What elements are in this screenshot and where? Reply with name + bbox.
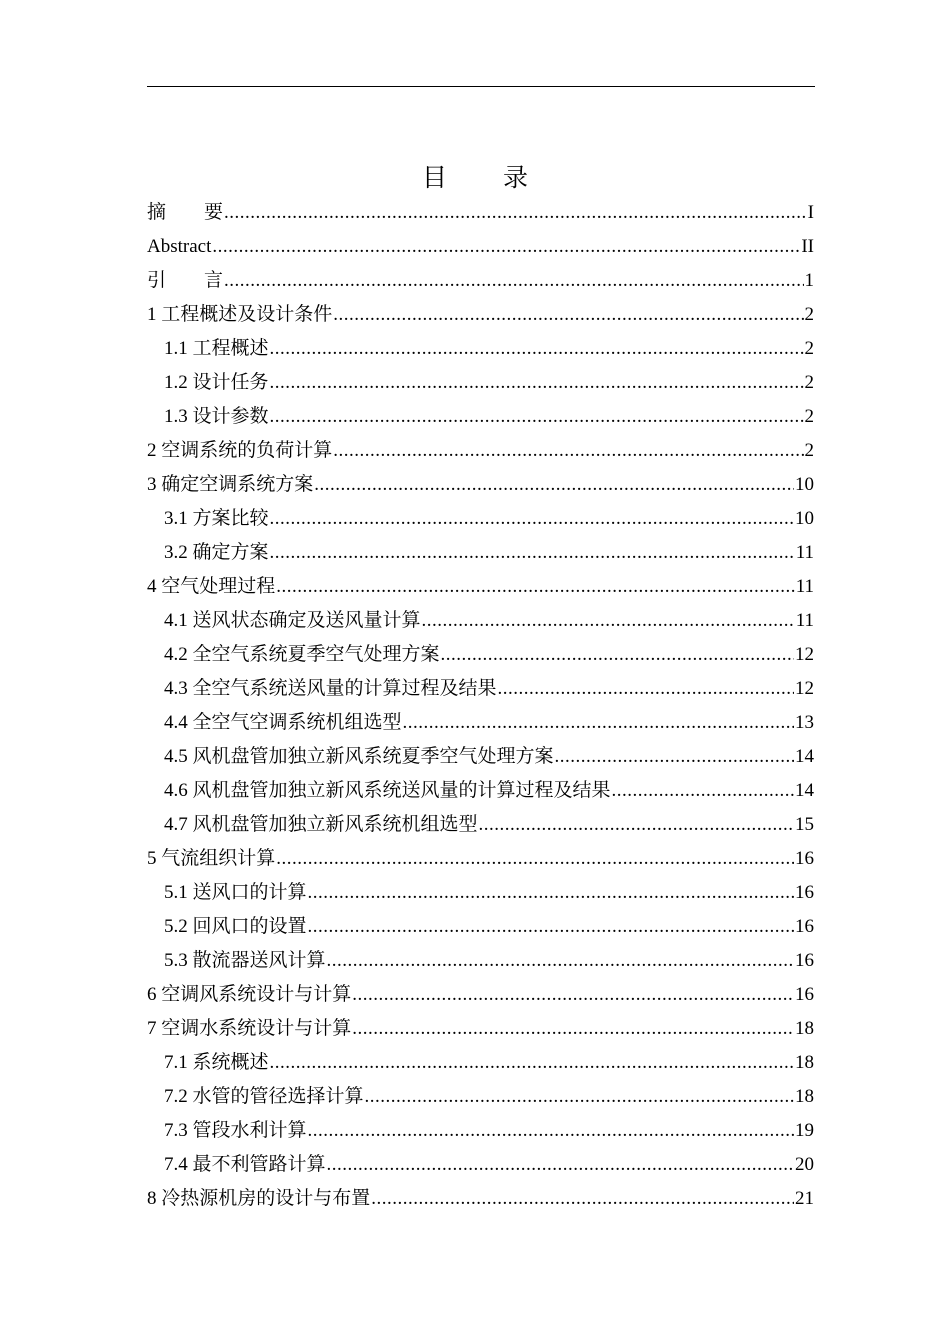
toc-entry[interactable] bbox=[147, 808, 814, 842]
toc-entry-label: 4.6 风机盘管加独立新风系统送风量的计算过程及结果 bbox=[164, 780, 611, 801]
toc-dot-leader bbox=[270, 1046, 794, 1080]
header-rule bbox=[147, 86, 815, 87]
table-of-contents bbox=[147, 196, 814, 1216]
toc-dot-leader bbox=[308, 876, 794, 910]
toc-dot-leader bbox=[327, 1148, 794, 1182]
toc-dot-leader bbox=[224, 264, 803, 298]
toc-entry[interactable] bbox=[147, 298, 814, 332]
toc-entry[interactable] bbox=[147, 502, 814, 536]
toc-entry-page-number: 10 bbox=[795, 508, 814, 529]
toc-entry[interactable] bbox=[147, 400, 814, 434]
toc-dot-leader bbox=[333, 298, 803, 332]
toc-entry-page-number: 18 bbox=[795, 1018, 814, 1039]
toc-dot-leader bbox=[352, 978, 794, 1012]
toc-dot-leader bbox=[270, 366, 804, 400]
toc-entry-page-number: 14 bbox=[795, 746, 814, 767]
toc-entry-page-number: 15 bbox=[795, 814, 814, 835]
toc-entry-label: 4.7 风机盘管加独立新风系统机组选型 bbox=[164, 814, 478, 835]
toc-entry-page-number: 2 bbox=[804, 338, 814, 359]
toc-entry[interactable] bbox=[147, 196, 814, 230]
toc-entry[interactable] bbox=[147, 264, 814, 298]
toc-dot-leader bbox=[612, 774, 794, 808]
toc-entry-page-number: 16 bbox=[795, 916, 814, 937]
toc-dot-leader bbox=[422, 604, 795, 638]
toc-entry-label: 8 冷热源机房的设计与布置 bbox=[147, 1188, 371, 1209]
toc-entry-label: 7 空调水系统设计与计算 bbox=[147, 1018, 352, 1039]
toc-dot-leader bbox=[270, 536, 795, 570]
toc-entry-label: 摘 要 bbox=[147, 202, 224, 223]
toc-entry[interactable] bbox=[147, 1012, 814, 1046]
toc-entry[interactable] bbox=[147, 978, 814, 1012]
toc-entry-page-number: 16 bbox=[795, 848, 814, 869]
toc-dot-leader bbox=[371, 1182, 794, 1216]
toc-entry-page-number: 18 bbox=[795, 1086, 814, 1107]
toc-entry[interactable] bbox=[147, 876, 814, 910]
toc-entry-label: 7.1 系统概述 bbox=[164, 1052, 269, 1073]
toc-entry-label: 1.1 工程概述 bbox=[164, 338, 269, 359]
toc-entry[interactable] bbox=[147, 536, 814, 570]
toc-entry-page-number: 2 bbox=[804, 440, 814, 461]
toc-entry-label: 2 空调系统的负荷计算 bbox=[147, 440, 333, 461]
toc-entry[interactable] bbox=[147, 910, 814, 944]
toc-dot-leader bbox=[365, 1080, 794, 1114]
toc-entry-label: 引 言 bbox=[147, 270, 224, 291]
toc-entry[interactable] bbox=[147, 1080, 814, 1114]
toc-entry-label: 1 工程概述及设计条件 bbox=[147, 304, 333, 325]
toc-entry[interactable] bbox=[147, 366, 814, 400]
toc-dot-leader bbox=[352, 1012, 794, 1046]
toc-entry-label: 4.5 风机盘管加独立新风系统夏季空气处理方案 bbox=[164, 746, 554, 767]
toc-entry-page-number: 12 bbox=[795, 678, 814, 699]
toc-entry[interactable] bbox=[147, 638, 814, 672]
toc-entry-label: 5 气流组织计算 bbox=[147, 848, 276, 869]
toc-entry-page-number: I bbox=[807, 202, 814, 223]
toc-entry-page-number: 16 bbox=[795, 882, 814, 903]
toc-entry-page-number: 10 bbox=[795, 474, 814, 495]
toc-dot-leader bbox=[270, 502, 794, 536]
toc-entry-page-number: 18 bbox=[795, 1052, 814, 1073]
toc-dot-leader bbox=[224, 196, 807, 230]
toc-entry-page-number: 2 bbox=[804, 304, 814, 325]
toc-entry-page-number: 11 bbox=[795, 576, 814, 597]
toc-entry[interactable] bbox=[147, 842, 814, 876]
toc-entry[interactable] bbox=[147, 604, 814, 638]
toc-entry-page-number: 1 bbox=[804, 270, 814, 291]
toc-entry-label: Abstract bbox=[147, 236, 212, 257]
toc-entry-page-number: 11 bbox=[795, 542, 814, 563]
toc-dot-leader bbox=[555, 740, 794, 774]
page-title bbox=[0, 158, 950, 194]
toc-dot-leader bbox=[212, 230, 800, 264]
toc-entry-page-number: 12 bbox=[795, 644, 814, 665]
toc-entry-label: 7.2 水管的管径选择计算 bbox=[164, 1086, 364, 1107]
title-char-1: 目 bbox=[421, 163, 447, 192]
toc-entry[interactable] bbox=[147, 706, 814, 740]
toc-entry[interactable] bbox=[147, 774, 814, 808]
toc-entry[interactable] bbox=[147, 672, 814, 706]
toc-entry-page-number: 13 bbox=[795, 712, 814, 733]
toc-entry-page-number: 2 bbox=[804, 372, 814, 393]
toc-entry-label: 3 确定空调系统方案 bbox=[147, 474, 314, 495]
toc-entry-label: 1.3 设计参数 bbox=[164, 406, 269, 427]
toc-entry[interactable] bbox=[147, 332, 814, 366]
toc-entry-page-number: 14 bbox=[795, 780, 814, 801]
toc-dot-leader bbox=[308, 910, 794, 944]
toc-dot-leader bbox=[479, 808, 794, 842]
toc-entry-label: 4.4 全空气空调系统机组选型 bbox=[164, 712, 402, 733]
toc-entry-page-number: 16 bbox=[795, 950, 814, 971]
toc-entry-page-number: 2 bbox=[804, 406, 814, 427]
toc-entry-page-number: 19 bbox=[795, 1120, 814, 1141]
toc-entry[interactable] bbox=[147, 1182, 814, 1216]
toc-entry[interactable] bbox=[147, 1046, 814, 1080]
toc-entry-page-number: 20 bbox=[795, 1154, 814, 1175]
toc-entry-page-number: II bbox=[801, 236, 814, 257]
toc-entry[interactable] bbox=[147, 230, 814, 264]
toc-entry-label: 5.1 送风口的计算 bbox=[164, 882, 307, 903]
toc-dot-leader bbox=[314, 468, 794, 502]
toc-entry[interactable] bbox=[147, 1114, 814, 1148]
toc-dot-leader bbox=[270, 332, 804, 366]
toc-dot-leader bbox=[403, 706, 794, 740]
toc-entry-page-number: 11 bbox=[795, 610, 814, 631]
toc-entry-label: 1.2 设计任务 bbox=[164, 372, 269, 393]
toc-entry-label: 3.1 方案比较 bbox=[164, 508, 269, 529]
toc-entry-label: 4 空气处理过程 bbox=[147, 576, 276, 597]
toc-entry-label: 7.3 管段水利计算 bbox=[164, 1120, 307, 1141]
toc-dot-leader bbox=[333, 434, 803, 468]
toc-dot-leader bbox=[276, 842, 794, 876]
toc-dot-leader bbox=[276, 570, 794, 604]
toc-entry-label: 6 空调风系统设计与计算 bbox=[147, 984, 352, 1005]
toc-dot-leader bbox=[498, 672, 794, 706]
toc-dot-leader bbox=[308, 1114, 794, 1148]
toc-entry-label: 5.2 回风口的设置 bbox=[164, 916, 307, 937]
toc-entry-label: 4.2 全空气系统夏季空气处理方案 bbox=[164, 644, 440, 665]
toc-entry[interactable] bbox=[147, 434, 814, 468]
toc-entry[interactable] bbox=[147, 944, 814, 978]
toc-dot-leader bbox=[327, 944, 794, 978]
toc-entry[interactable] bbox=[147, 1148, 814, 1182]
title-char-2: 录 bbox=[503, 163, 529, 192]
toc-dot-leader bbox=[270, 400, 804, 434]
toc-entry-label: 4.3 全空气系统送风量的计算过程及结果 bbox=[164, 678, 497, 699]
toc-entry[interactable] bbox=[147, 570, 814, 604]
toc-entry-label: 3.2 确定方案 bbox=[164, 542, 269, 563]
toc-entry[interactable] bbox=[147, 740, 814, 774]
toc-entry-label: 5.3 散流器送风计算 bbox=[164, 950, 326, 971]
toc-entry-page-number: 16 bbox=[795, 984, 814, 1005]
toc-entry-label: 7.4 最不利管路计算 bbox=[164, 1154, 326, 1175]
toc-entry-page-number: 21 bbox=[795, 1188, 814, 1209]
toc-entry-label: 4.1 送风状态确定及送风量计算 bbox=[164, 610, 421, 631]
toc-dot-leader bbox=[441, 638, 794, 672]
toc-entry[interactable] bbox=[147, 468, 814, 502]
